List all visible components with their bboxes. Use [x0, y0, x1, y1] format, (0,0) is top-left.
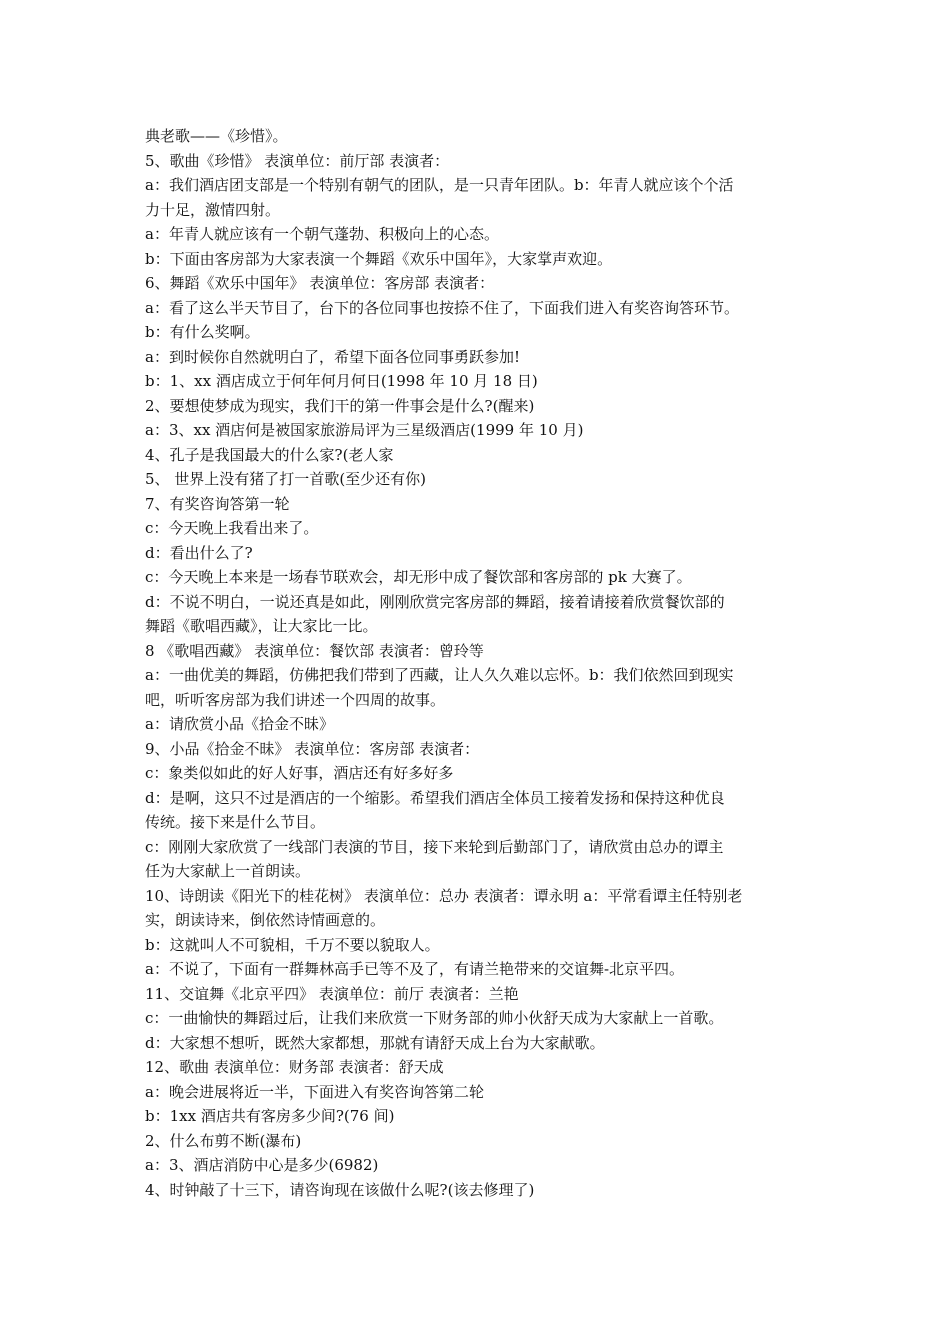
text-line: 9、小品《拾金不昧》 表演单位：客房部 表演者：	[145, 739, 480, 758]
text-line: 2、要想使梦成为现实，我们干的第一件事会是什么?(醒来)	[145, 396, 535, 415]
text-line: 8 《歌唱西藏》 表演单位：餐饮部 表演者：曾玲等	[145, 641, 484, 660]
text-line: 2、什么布剪不断(瀑布)	[145, 1131, 302, 1150]
text-line: 10、诗朗读《阳光下的桂花树》 表演单位：总办 表演者：谭永明 a：平常看谭主任特别老	[145, 886, 743, 905]
document-body	[145, 124, 813, 1202]
text-line: 6、舞蹈《欢乐中国年》 表演单位：客房部 表演者：	[145, 274, 495, 292]
text-line: 传统。接下来是什么节目。	[145, 813, 326, 831]
text-line: 5、 世界上没有猪了打一首歌(至少还有你)	[145, 470, 427, 488]
text-line: 任为大家献上一首朗读。	[145, 862, 311, 880]
text-line: d：是啊，这只不过是酒店的一个缩影。希望我们酒店全体员工接着发扬和保持这种优良	[145, 788, 725, 807]
text-line: 7、有奖咨询答第一轮	[145, 494, 290, 513]
text-line: 4、孔子是我国最大的什么家?(老人家	[145, 445, 394, 464]
text-line: b：1xx 酒店共有客房多少间?(76 间)	[145, 1107, 395, 1125]
text-line: a：3、酒店消防中心是多少(6982)	[145, 1156, 379, 1174]
text-line: d：大家想不想听，既然大家都想，那就有请舒天成上台为大家献歌。	[145, 1033, 605, 1052]
text-line: b：有什么奖啊。	[145, 323, 260, 341]
text-line: a：晚会进展将近一半，下面进入有奖咨询答第二轮	[145, 1082, 484, 1101]
text-line: d：看出什么了?	[145, 543, 253, 562]
text-line: b：1、xx 酒店成立于何年何月何日(1998 年 10 月 18 日)	[145, 372, 538, 390]
text-line: 4、时钟敲了十三下，请咨询现在该做什么呢?(该去修理了)	[145, 1180, 535, 1199]
text-line: a：请欣赏小品《拾金不昧》	[145, 715, 334, 733]
text-line: a：3、xx 酒店何是被国家旅游局评为三星级酒店(1999 年 10 月)	[145, 421, 584, 439]
text-line: c：今天晚上本来是一场春节联欢会，却无形中成了餐饮部和客房部的 pk 大赛了。	[145, 568, 692, 586]
text-line: c：象类似如此的好人好事，酒店还有好多好多	[145, 764, 454, 782]
text-line: c：一曲愉快的舞蹈过后，让我们来欣赏一下财务部的帅小伙舒天成为大家献上一首歌。	[145, 1009, 724, 1027]
text-line: c：刚刚大家欣赏了一线部门表演的节目，接下来轮到后勤部门了，请欣赏由总办的谭主	[145, 837, 724, 856]
text-line: 实，朗读诗来，倒依然诗情画意的。	[145, 911, 386, 929]
text-line: c：今天晚上我看出来了。	[145, 519, 319, 537]
text-line: 5、歌曲《珍惜》 表演单位：前厅部 表演者：	[145, 151, 450, 170]
text-line: d：不说不明白，一说还真是如此，刚刚欣赏完客房部的舞蹈，接着请接着欣赏餐饮部的	[145, 592, 725, 611]
text-line: a：我们酒店团支部是一个特别有朝气的团队，是一只青年团队。b：年青人就应该个个活	[145, 176, 734, 194]
text-line: 力十足，激情四射。	[145, 200, 281, 219]
text-line: 吧，听听客房部为我们讲述一个四周的故事。	[145, 690, 446, 709]
text-line: a：不说了，下面有一群舞林高手已等不及了，有请兰艳带来的交谊舞-北京平四。	[145, 960, 685, 978]
text-line: 12、歌曲 表演单位：财务部 表演者：舒天成	[145, 1058, 444, 1076]
text-line: 舞蹈《歌唱西藏》，让大家比一比。	[145, 617, 378, 635]
text-line: a：看了这么半天节目了，台下的各位同事也按捺不住了，下面我们进入有奖咨询答环节。	[145, 298, 739, 317]
text-line: 典老歌——《珍惜》。	[145, 127, 288, 145]
text-line: b：下面由客房部为大家表演一个舞蹈《欢乐中国年》，大家掌声欢迎。	[145, 249, 613, 268]
text-line: a：到时候你自然就明白了，希望下面各位同事勇跃参加!	[145, 347, 520, 366]
text-line: b：这就叫人不可貌相，千万不要以貌取人。	[145, 935, 440, 954]
text-line: a：一曲优美的舞蹈，仿佛把我们带到了西藏，让人久久难以忘怀。b：我们依然回到现实	[145, 666, 734, 684]
text-line: a：年青人就应该有一个朝气蓬勃、积极向上的心态。	[145, 225, 499, 243]
text-line: 11、交谊舞《北京平四》 表演单位：前厅 表演者：兰艳	[145, 984, 519, 1003]
